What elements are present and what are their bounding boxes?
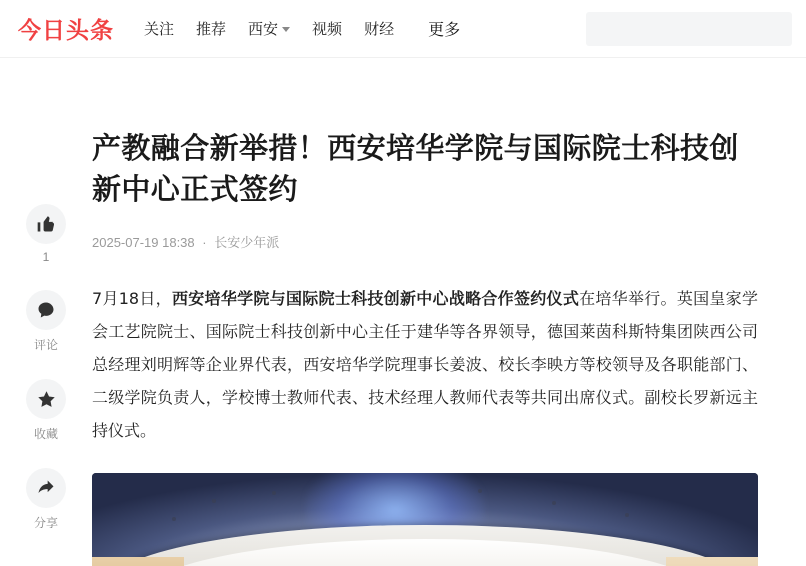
- comment-button[interactable]: [26, 290, 66, 353]
- share-label: 分享: [33, 516, 58, 530]
- nav-item-recommend[interactable]: [196, 18, 226, 39]
- image-wall-right: [666, 557, 758, 566]
- article-paragraph: [92, 283, 758, 447]
- nav-item-label: 西安: [248, 21, 279, 38]
- article-image: [92, 473, 758, 566]
- paragraph-lead: 7月18日，: [92, 289, 172, 309]
- article-source[interactable]: 长安少年派: [214, 235, 280, 251]
- meta-separator: ·: [202, 235, 207, 251]
- paragraph-rest: 在培华举行。英国皇家学会工艺院院士、国际院士科技创新中心主任于建华等各界领导，德国莱茵科斯特集团陕西公司总经理刘明辉等企业界代表，西安培华学院理事长姜波、校长李映方等校领导及各职能部门、二级学院负责人，学校博士教师代表、技术经理人教师代表等共同出席仪式。副校长罗新远主持仪式。: [92, 289, 758, 440]
- share-button[interactable]: [26, 468, 66, 531]
- page-title: 产教融合新举措！西安培华学院与国际院士科技创新中心正式签约: [92, 131, 739, 207]
- site-logo[interactable]: 今日头条: [18, 18, 114, 44]
- favorite-label: 收藏: [33, 427, 58, 441]
- action-rail: [0, 58, 92, 566]
- thumbs-up-icon: [26, 204, 66, 244]
- star-icon: [26, 379, 66, 419]
- nav-item-follow[interactable]: [144, 18, 174, 39]
- nav-item-more[interactable]: [428, 17, 460, 40]
- publish-time: 2025-07-19 18:38: [92, 235, 195, 251]
- nav-item-label: 更多: [428, 22, 461, 39]
- like-count: 1: [42, 250, 50, 264]
- page-body: [0, 58, 806, 566]
- search-input[interactable]: [586, 12, 792, 46]
- favorite-button[interactable]: [26, 379, 66, 442]
- article-meta: [92, 232, 758, 251]
- main-nav: [144, 17, 460, 40]
- chevron-down-icon: [282, 27, 290, 32]
- image-wall-left: [92, 557, 184, 566]
- share-icon: [26, 468, 66, 508]
- comment-icon: [26, 290, 66, 330]
- nav-item-video[interactable]: [312, 18, 342, 39]
- nav-item-label: 推荐: [196, 21, 227, 38]
- nav-item-xian[interactable]: [248, 18, 290, 39]
- paragraph-highlight: 西安培华学院与国际院士科技创新中心战略合作签约仪式: [171, 289, 580, 309]
- article-content: [92, 58, 806, 566]
- search-area: [586, 12, 792, 46]
- nav-item-label: 关注: [144, 21, 175, 38]
- comment-label: 评论: [33, 338, 58, 352]
- nav-item-finance[interactable]: [364, 18, 394, 39]
- like-button[interactable]: [26, 204, 66, 264]
- nav-item-label: 视频: [312, 21, 343, 38]
- nav-item-label: 财经: [364, 21, 395, 38]
- top-header: [0, 0, 806, 58]
